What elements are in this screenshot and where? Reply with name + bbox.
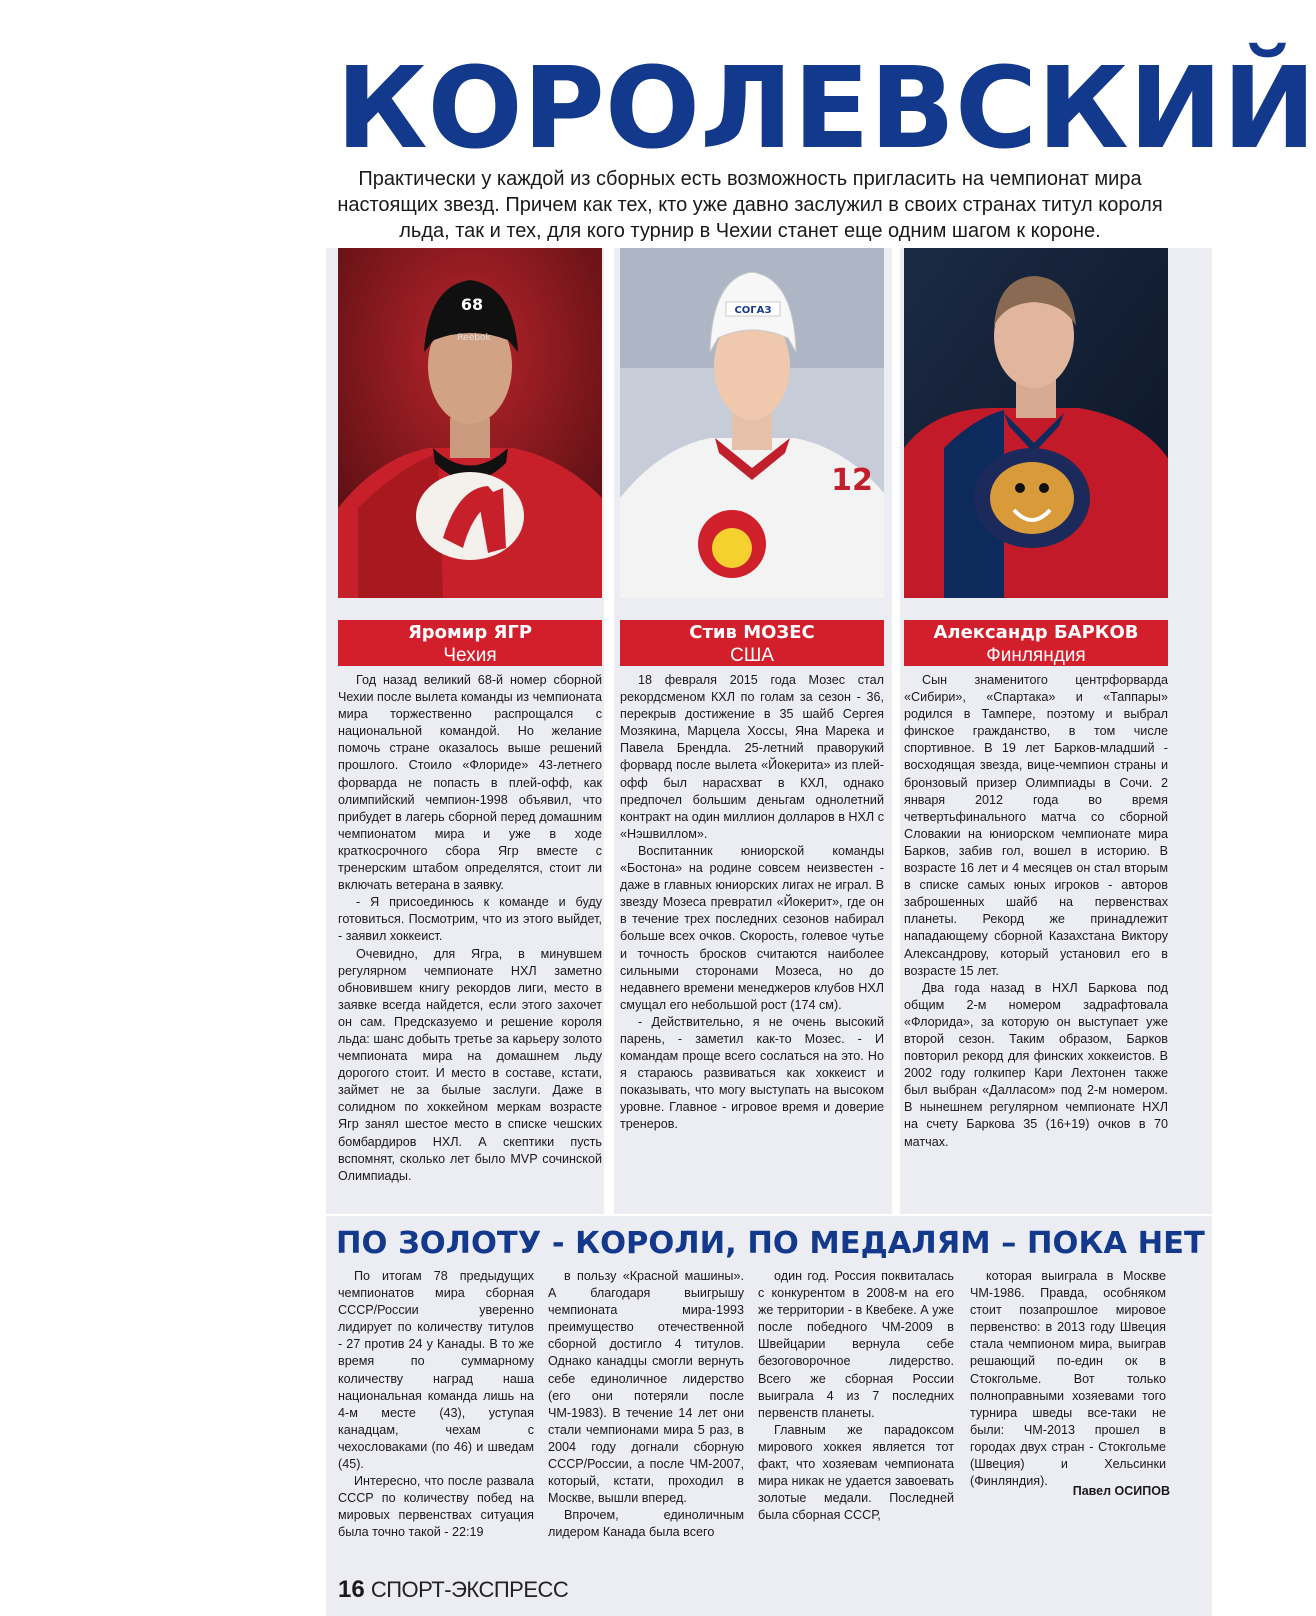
article-paragraph: один год. Россия поквиталась с конкурентом в 2008-м на его же территории - в Квебеке. А уже после победного ЧМ-2009 в Швейцарии вернула себе безоговорочное лидерство. Всего же сборная России выиграла 4 из 7 последних первенств планеты. xyxy=(758,1269,954,1420)
article-paragraph: - Я присоединюсь к команде и буду готовиться. Посмотрим, что из этого выйдет, - заявил хоккеист. xyxy=(338,895,602,944)
player-country-moses: США xyxy=(730,645,774,666)
magazine-name: СПОРТ-ЭКСПРЕСС xyxy=(370,1577,569,1602)
player-country-jagr: Чехия xyxy=(443,645,497,666)
article-column-jagr xyxy=(338,672,602,1185)
article-paragraph: Интересно, что после развала СССР по количеству побед на мировых первенствах ситуация была точно такой - 22:19 xyxy=(338,1474,534,1540)
article-paragraph: Сын знаменитого центрфорварда «Сибири», «Спартака» и «Таппары» родился в Тампере, поэтому и выбрал финское гражданство, в том числе спортивное. В 19 лет Барков-младший - восходящая звезда, вице-чемпион страны и бронзовый призер Олимпиады в Сочи. 2 января 2012 года во время четвертьфинального матча со сборной Словакии на юниорском чемпионате мира Барков, забив гол, вошел в историю. В возрасте 16 лет и 4 месяцев он стал вторым в списке самых юных игроков - авторов заброшенных шайб на первенствах планеты. Рекорд же принадлежит нападающему сборной Казахстана Виктору Александрову, который установил его в возрасте 15 лет. xyxy=(904,673,1168,978)
moses-jersey-number: 12 xyxy=(831,463,873,498)
bottom-column-1 xyxy=(338,1268,534,1542)
lead-paragraph: Практически у каждой из сборных есть возможность пригласить на чемпионат мира настоящих звезд. Причем как тех, кто уже давно заслужил в своих странах титул короля льда, так и тех, для кого турнир в Чехии станет еще одним шагом к короне. xyxy=(337,168,1163,242)
article-paragraph: Год назад великий 68-й номер сборной Чехии после вылета команды из чемпионата мира торжественно распрощался с национальной командой. Но желание помочь стране оказалось выше решений прошлого. Стоило «Флориде» 43-летнего форварда не попасть в плей-офф, как олимпийский чемпион-1998 объявил, что прибудет в лагерь сборной перед домашним чемпионатом мира и уже в ходе краткосрочного сбора Ягр вместе с тренерским штабом определятся, стоит ли включать ветерана в заявку. xyxy=(338,673,602,893)
jagr-helmet-number: 68 xyxy=(460,295,484,314)
player-country-barkov: Финляндия xyxy=(986,645,1086,666)
article-paragraph: которая выиграла в Москве ЧМ-1986. Правда, особняком стоит позапрошлое мировое первенство: в 2013 году Швеция стала чемпионом мира, выиграв решающий по-един ок в Стокгольме. Вот только полноправными хозяевами того турнира шведы все-таки не были: ЧМ-2013 прошел в городах двух стран - Стокгольме (Швеция) и Хельсинки (Финляндия). xyxy=(970,1269,1166,1489)
photo-jagr xyxy=(338,248,602,598)
article-paragraph: в пользу «Красной машины». А благодаря выигрышу чемпионата мира-1993 преимущество отечественной сборной достигло 4 титулов. Однако канадцы смогли вернуть себе единоличное лидерство (его они потеряли после ЧМ-1983). В течение 14 лет они стали чемпионами мира 5 раз, в 2004 году догнали сборную СССР/России, а после ЧМ-2007, который, кстати, проходил в Москве, вышли вперед. xyxy=(548,1269,744,1506)
player-namebar-2 xyxy=(620,620,884,666)
author-byline: Павел ОСИПОВ xyxy=(1072,1484,1170,1498)
bottom-column-4 xyxy=(970,1268,1166,1490)
player-name-barkov: Александр БАРКОВ xyxy=(933,622,1139,643)
article-column-barkov xyxy=(904,672,1168,1151)
article-paragraph: Впрочем, единоличным лидером Канада была всего xyxy=(548,1508,744,1540)
player-namebar-3 xyxy=(904,620,1168,666)
photo-moses xyxy=(620,248,884,598)
article-column-moses xyxy=(620,672,884,1134)
article-paragraph: Воспитанник юниорской команды «Бостона» на родине совсем неизвестен - даже в главных юниорских лигах не играл. В звезду Мозеса превратил «Йокерит», где он в течение трех последних сезонов набирал больше всех очков. Скорость, голевое чутье и точность бросков считаются наиболее сильными сторонами Мозеса, но до недавнего времени менеджеров клубов НХЛ смущал его небольшой рост (174 см). xyxy=(620,843,884,1012)
page-number: 16 xyxy=(338,1576,365,1603)
article-paragraph: 18 февраля 2015 года Мозес стал рекордсменом КХЛ по голам за сезон - 36, перекрыв достижение в 35 шайб Сергея Мозякина, Марцела Хоссы, Яна Марека и Павела Брендла. 25-летний праворукий форвард после вылета «Йокерита» из плей-офф был нарасхват в КХЛ, однако предпочел большим деньгам однолетний контракт на один миллион долларов в НХЛ с «Нэшвиллом». xyxy=(620,673,884,841)
section-headline: ПО ЗОЛОТУ - КОРОЛИ, ПО МЕДАЛЯМ – ПОКА НЕТ xyxy=(336,1226,1205,1261)
player-name-moses: Стив МОЗЕС xyxy=(689,622,815,643)
moses-helmet-sponsor: СОГАЗ xyxy=(734,305,772,316)
bottom-column-3 xyxy=(758,1268,954,1524)
article-paragraph: Главным же парадоксом мирового хоккея является тот факт, что хозяевам чемпионата мира никак не удается завоевать золотые медали. Последней была сборная СССР, xyxy=(758,1422,954,1523)
article-paragraph: - Действительно, я не очень высокий парень, - заметил как-то Мозес. - И командам проще всего сослаться на это. Но я стараюсь развиваться как хоккеист и показывать, что могу выступать на высоком уровне. Главное - игровое время и доверие тренеров. xyxy=(620,1014,884,1132)
main-headline: КОРОЛЕВСКИЙ xyxy=(336,44,1316,174)
page-footer xyxy=(338,1576,568,1604)
article-paragraph: Очевидно, для Ягра, в минувшем регулярном чемпионате НХЛ заметно обновившем книгу рекордов лиги, место в заявке всегда найдется, если этого захочет он сам. Предсказуемо и решение короля льда: шанс добыть третье за карьеру золото чемпионата мира на домашнем льду дорогого стоит. И место в составе, кстати, займет не за былые заслуги. Даже в солидном по хоккейном меркам возрасте Ягр занял шестое место в списке чешских бомбардиров НХЛ. А скептики пусть вспомнят, сколько лет было MVP сочинской Олимпиады. xyxy=(338,946,602,1183)
article-paragraph: Два года назад в НХЛ Баркова под общим 2-м номером задрафтовала «Флорида», за которую он выступает уже второй сезон. Таким образом, Барков повторил рекорд для финских хоккеистов. В 2002 году голкипер Кари Лехтонен также был выбран «Далласом» под 2-м номером. В нынешнем регулярном чемпионате НХЛ на счету Баркова 35 (16+19) очков в 70 матчах. xyxy=(904,980,1168,1149)
jagr-helmet-brand: Reebok xyxy=(457,333,491,343)
photo-barkov xyxy=(904,248,1168,598)
player-namebar-1 xyxy=(338,620,602,666)
article-paragraph: По итогам 78 предыдущих чемпионатов мира сборная СССР/России уверенно лидирует по количеству титулов - 27 против 24 у Канады. В то же время по суммарному количеству наград наша национальная команда лишь на 4-м месте (43), уступая канадцам, чехам с чехословаками (по 46) и шведам (45). xyxy=(338,1269,534,1472)
player-name-jagr: Яромир ЯГР xyxy=(407,622,533,643)
bottom-column-2 xyxy=(548,1268,744,1542)
